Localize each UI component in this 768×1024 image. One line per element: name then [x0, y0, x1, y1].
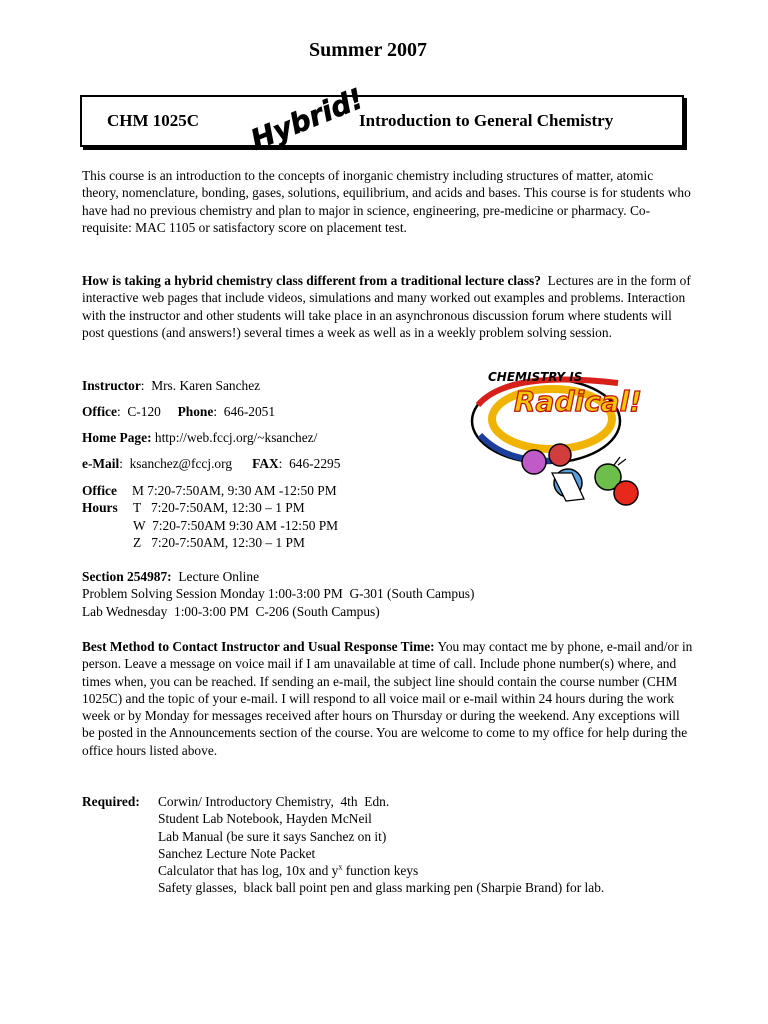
section-line	[82, 568, 692, 585]
problem-session-line: Problem Solving Session Monday 1:00-3:00 PM G-301 (South Campus)	[82, 586, 475, 602]
lab-line: Lab Wednesday 1:00-3:00 PM C-206 (South Campus)	[82, 603, 380, 619]
homepage-label: Home Page:	[82, 430, 152, 445]
page-title: Summer 2007	[309, 39, 427, 61]
hours-row-monday: M 7:20-7:50AM, 9:30 AM -12:50 PM	[132, 483, 337, 498]
phone-number: 646-2051	[223, 404, 276, 419]
contact-body: You may contact me by phone, e-mail and/or in person. Leave a message on voice mail if I am unavailable at time of call. Include phone number(s) where, and times when, you can be reached. If sending an e-mail, the subject line should contain the course number (CHM 1025C) and the topic of your e-mail. I will respond to all voice mail or e-mail within 24 hours during the work week or by Monday for messages received after hours on Thursday or during the weekend. Any exceptions will be posted in the Announcements section of the course. You are welcome to come to my office for help during the office hours listed above.	[82, 639, 693, 758]
contact-policy	[82, 638, 694, 759]
instructor-label: Instructor	[82, 378, 141, 393]
hybrid-question: How is taking a hybrid chemistry class different from a traditional lecture class?	[82, 273, 541, 288]
hybrid-stamp-logo	[240, 81, 368, 157]
office-label: Office	[82, 404, 117, 419]
phone-label: Phone	[177, 404, 214, 419]
office-hours-label: Office Hours	[82, 483, 118, 516]
required-label: Required:	[82, 794, 140, 809]
svg-text:Hybrid!: Hybrid!	[246, 81, 368, 157]
instructor-line: Instructor: Mrs. Karen Sanchez	[82, 378, 261, 393]
required-item-calculator: Calculator that has log, 10x and $y^x$ function keys	[158, 862, 419, 879]
hours-row-z: Z 7:20-7:50AM, 12:30 – 1 PM	[133, 534, 305, 550]
section-lecture: Lecture Online	[178, 569, 260, 584]
section-info	[82, 568, 692, 620]
contact-heading: Best Method to Contact Instructor and Usual Response Time:	[82, 639, 435, 654]
chemistry-is-radical-image	[468, 365, 668, 515]
email-fax-line: e-Mail: ksanchez@fccj.org FAX: 646-2295	[82, 456, 341, 471]
hybrid-explanation	[82, 272, 692, 341]
instructor-name: Mrs. Karen Sanchez	[151, 378, 261, 393]
required-item: Sanchez Lecture Note Packet	[158, 845, 316, 861]
office-hours-schedule	[82, 482, 338, 551]
email-link[interactable]: ksanchez@fccj.org	[129, 456, 233, 471]
office-phone-line: Office: C-120 Phone: 646-2051	[82, 404, 276, 419]
svg-text:CHEMISTRY IS: CHEMISTRY IS	[488, 370, 583, 384]
course-code: CHM 1025C	[107, 111, 200, 130]
required-item: Corwin/ Introductory Chemistry, 4th Edn.	[158, 794, 390, 809]
required-item: Safety glasses, black ball point pen and glass marking pen (Sharpie Brand) for lab.	[158, 880, 605, 896]
email-label: e-Mail	[82, 456, 120, 471]
homepage-link[interactable]: http://web.fccj.org/~ksanchez/	[154, 430, 318, 445]
required-list	[158, 793, 604, 897]
hours-row-tuesday: T 7:20-7:50AM, 12:30 – 1 PM	[133, 500, 305, 516]
fax-label: FAX	[252, 456, 279, 471]
hybrid-answer: Lectures are in the form of interactive web pages that include videos, simulations and many worked out examples and problems. Interaction with the instructor and other students will take place in an asynchronous discussion forum where students will post questions (and answers!) several times a week as well as in a weekly problem solving session.	[82, 273, 691, 340]
svg-text:Radical!: Radical!	[514, 385, 642, 418]
course-title-box	[80, 81, 684, 157]
required-item: Lab Manual (be sure it says Sanchez on it)	[158, 828, 387, 844]
course-name: Introduction to General Chemistry	[359, 111, 614, 130]
fax-number: 646-2295	[289, 456, 341, 471]
required-item: Student Lab Notebook, Hayden McNeil	[158, 811, 372, 827]
section-label: Section 254987:	[82, 569, 172, 584]
course-description: This course is an introduction to the concepts of inorganic chemistry including structures of matter, atomic theory, nomenclature, bonding, gases, solutions, equilibrium, and acids and bases. This course is for students who have had no previous chemistry and plan to major in science, engineering, pre-medicine or pharmacy. Co-requisite: MAC 1105 or satisfactory score on placement test.	[82, 168, 691, 235]
office-room: C-120	[127, 404, 161, 419]
hours-row-wednesday: W 7:20-7:50AM 9:30 AM -12:50 PM	[133, 517, 339, 533]
